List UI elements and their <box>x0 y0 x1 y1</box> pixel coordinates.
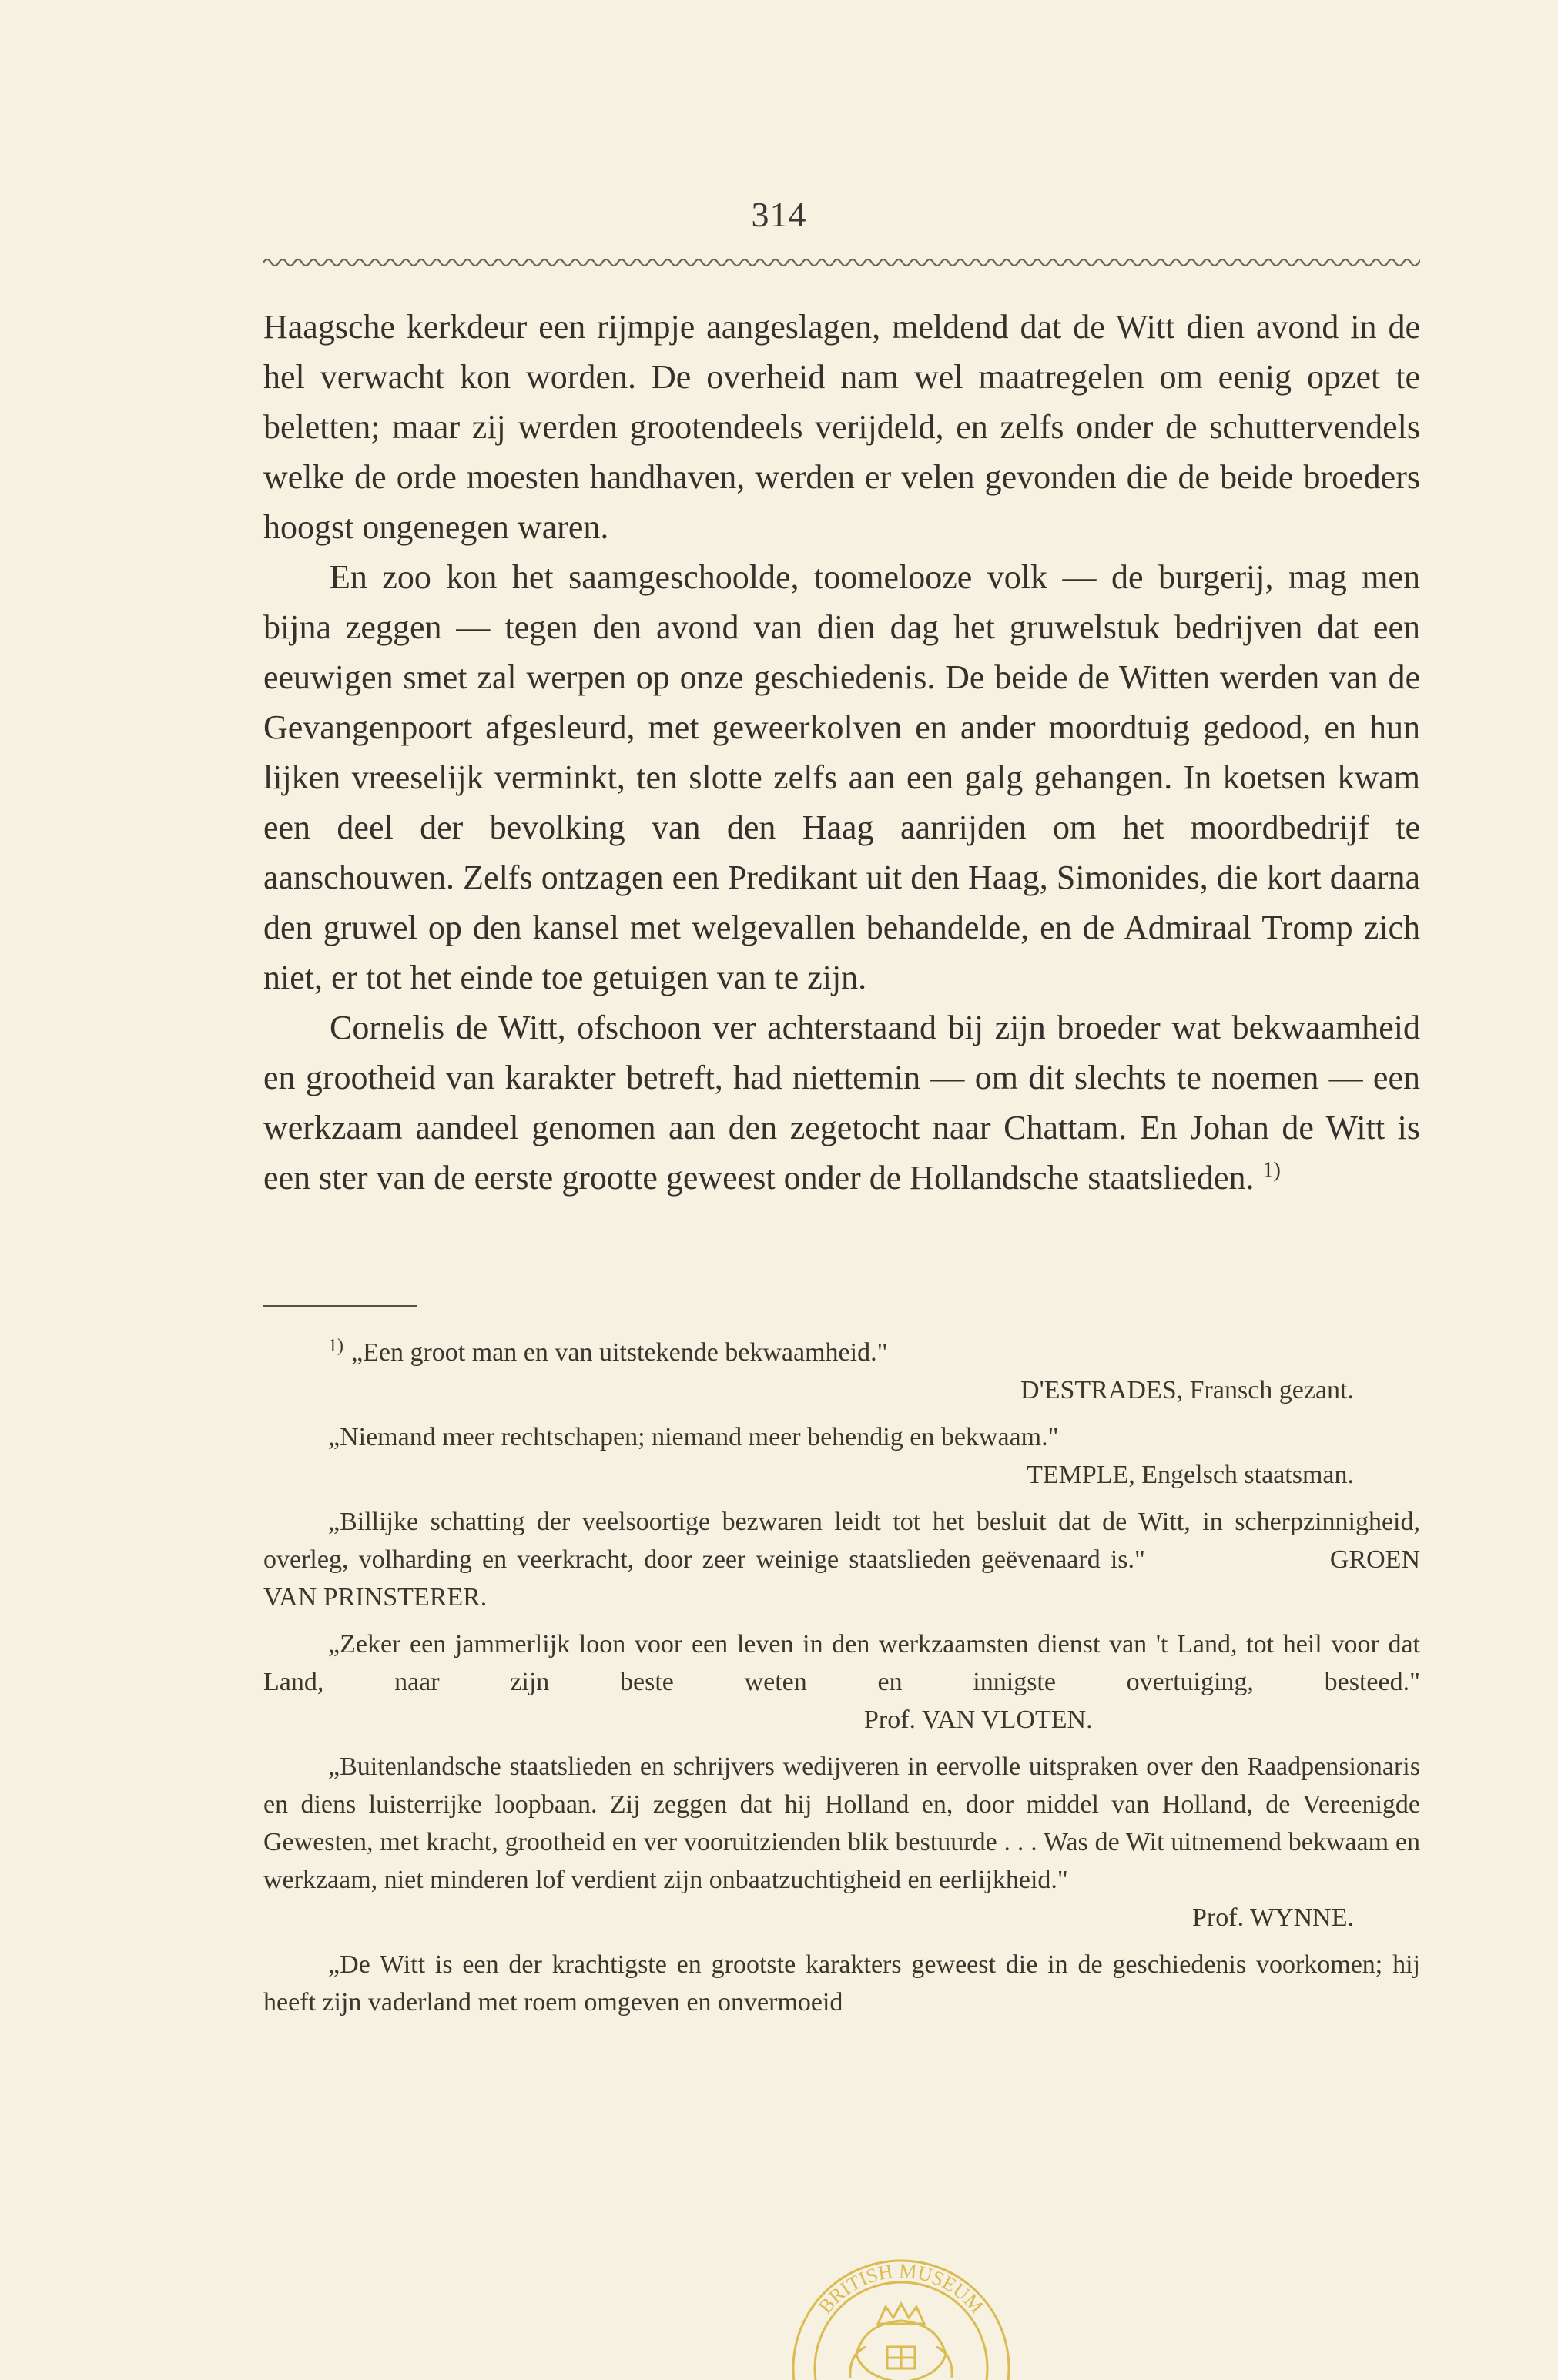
stamp-text-path: BRITISH MUSEUM <box>813 2259 988 2318</box>
wavy-rule-ornament <box>263 254 1420 271</box>
footnote-number: 1) <box>328 1335 343 1356</box>
footnote-quote-1-text: „Een groot man en van uitstekende bekwaamheid." <box>351 1338 888 1367</box>
paragraph-2: En zoo kon het saamgeschoolde, toomelooze volk — de burgerij, mag men bijna zeggen — tegen den avond van dien dag het gruwelstuk bedrijven dat een eeuwigen smet zal werpen op onze geschiedenis. De beide de Witten werden van de Gevangenpoort afgesleurd, met geweerkolven en ander moordtuig gedood, en hun lijken vreeselijk verminkt, ten slotte zelfs aan een galg gehangen. In koetsen kwam een deel der bevolking van den Haag aanrijden om het moordbedrijf te aanschouwen. Zelfs ontzagen een Predikant uit den Haag, Simonides, die kort daarna den gruwel op den kansel met welgevallen behandelde, en de Admiraal Tromp zich niet, er tot het einde toe getuigen van te zijn. <box>263 558 1420 996</box>
footnote-quote-3 <box>263 1503 1420 1616</box>
paragraph-3-text: Cornelis de Witt, ofschoon ver achterstaand bij zijn broeder wat bekwaamheid en grootheid van karakter betreft, had niettemin — om dit slechts te noemen — een werkzaam aandeel genomen aan den zegetocht naar Chattam. En Johan de Witt is een ster van de eerste grootte geweest onder de Hollandsche staatslieden. <box>263 1009 1420 1197</box>
footnote-attribution-4: Prof. VAN VLOTEN. <box>864 1705 1093 1734</box>
library-stamp <box>779 2239 1023 2380</box>
paragraph-3 <box>263 1003 1420 1203</box>
footnote-attribution-2: TEMPLE, Engelsch staatsman. <box>1027 1461 1354 1489</box>
footnote-quote-3-text: „Billijke schatting der veelsoortige bezwaren leidt tot het besluit dat de Witt, in scherpzinnigheid, overleg, volharding en veerkracht, door zeer weinige staatslieden geëvenaard is." <box>263 1508 1420 1574</box>
footnote-quote-4 <box>263 1625 1420 1739</box>
footnote-quote-5: „Buitenlandsche staatslieden en schrijvers wedijveren in eervolle uitspraken over den Raadpensionaris en diens luisterrijke loopbaan. Zij zeggen dat hij Holland en, door middel van Holland, de Vereenigde Gewesten, met kracht, grootheid en ver vooruitzienden blik bestuurde . . . Was de Wit uitnemend bekwaam en werkzaam, niet minderen lof verdient zijn onbaatzuchtigheid en eerlijkheid." <box>263 1752 1420 1894</box>
footnote-attribution-3: GROEN VAN PRINSTERER. <box>263 1545 1420 1612</box>
footnote-quote-4-text: „Zeker een jammerlijk loon voor een leven in den werkzaamsten dienst van 't Land, tot heil voor dat Land, naar zijn beste weten en innigste overtuiging, besteed." <box>263 1630 1420 1696</box>
body-text <box>263 302 1420 1203</box>
paragraph-1: Haagsche kerkdeur een rijmpje aangeslagen, meldend dat de Witt dien avond in de hel verwacht kon worden. De overheid nam wel maatregelen om eenig opzet te beletten; maar zij werden grootendeels verijdeld, en zelfs onder de schuttervendels welke de orde moesten handhaven, werden er velen gevonden die de beide broeders hoogst ongenegen waren. <box>263 308 1420 546</box>
footnote-attribution-1: D'ESTRADES, Fransch gezant. <box>1020 1376 1354 1404</box>
footnote-quote-6: „De Witt is een der krachtigste en grootste karakters geweest die in de geschiedenis voorkomen; hij heeft zijn vaderland met roem omgeven en onvermoeid <box>263 1950 1420 2017</box>
footnote-quote-2: „Niemand meer rechtschapen; niemand meer behendig en bekwaam." <box>328 1423 1059 1451</box>
footnote-quote-1 <box>263 1334 1420 1371</box>
footnotes <box>263 1334 1420 2021</box>
page-number: 314 <box>751 195 807 234</box>
footnote-attribution-5: Prof. WYNNE. <box>1192 1903 1354 1932</box>
footnote-marker: 1) <box>1262 1158 1281 1183</box>
footnote-separator-rule <box>263 1305 417 1307</box>
